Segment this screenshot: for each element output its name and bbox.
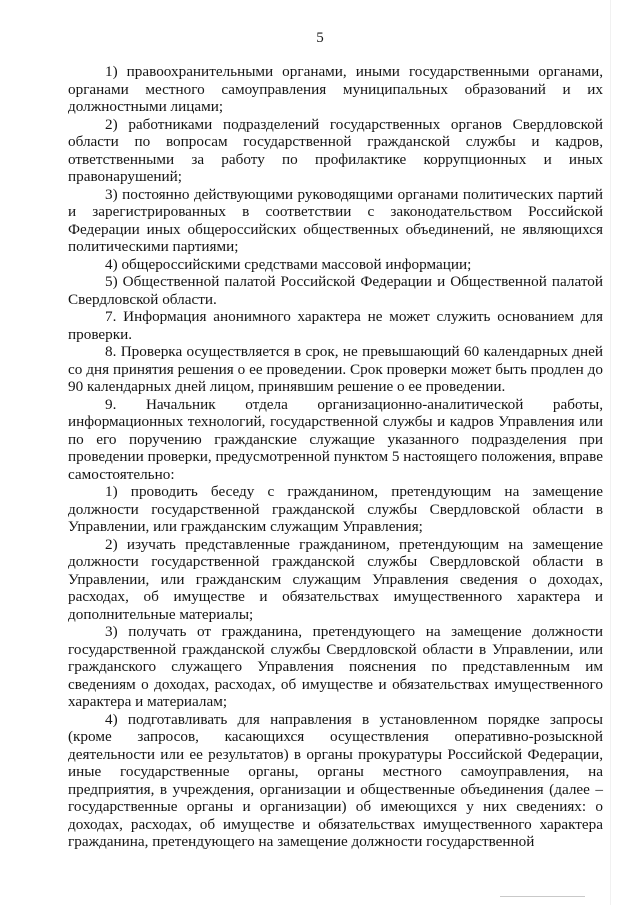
list-item-law-enforcement: 1) правоохранительными органами, иными государственными органами, органами местного самоуправления муниципальных образований и их должностными лицами; — [68, 63, 603, 115]
clause-9-item-2-study-information: 2) изучать представленные гражданином, претендующим на замещение должности государственной гражданской службы Свердловской области в Управлении, или гражданским служащим Управления сведения о доходах, расходах, об имуществе и обязательствах имущественного характера и дополнительные материалы; — [68, 535, 603, 623]
list-item-political-parties: 3) постоянно действующими руководящими органами политических партий и зарегистрированных в соответствии с законодательством Российской Федерации иных общероссийских общественных объединений, не являющихся политическими партиями; — [68, 185, 603, 255]
list-item-public-chamber: 5) Общественной палатой Российской Федерации и Общественной палатой Свердловской области. — [68, 273, 603, 308]
clause-9-item-4-prepare-requests: 4) подготавливать для направления в установленном порядке запросы (кроме запросов, касающихся осуществления оперативно-розыскной деятельности или ее результатов) в органы прокуратуры Российской Федерации, иные государственные органы, органы местного самоуправления, на предприятия, в учреждения, организации и общественные объединения (далее – государственные органы и организации) об имеющихся у них сведениях: о доходах, расходах, об имуществе и обязательствах имущественного характера гражданина, претендующего на замещение должности государственной — [68, 710, 603, 850]
clause-9-item-1-interview: 1) проводить беседу с гражданином, претендующим на замещение должности государственной гражданской службы Свердловской области в Управлении, или гражданским служащим Управления; — [68, 483, 603, 535]
scan-edge-line — [610, 0, 611, 905]
clause-9-head-of-department: 9. Начальник отдела организационно-аналитической работы, информационных технологий, государственной службы и кадров Управления или по его поручению гражданские служащие указанного подразделения при проведении проверки, предусмотренной пунктом 5 настоящего положения, вправе самостоятельно: — [68, 395, 603, 483]
list-item-personnel-departments: 2) работниками подразделений государственных органов Свердловской области по вопросам государственной гражданской службы и кадров, ответственными за работу по профилактике коррупционных и иных правонарушений; — [68, 115, 603, 185]
list-item-mass-media: 4) общероссийскими средствами массовой информации; — [105, 255, 472, 273]
document-body — [68, 63, 603, 851]
scan-bottom-mark — [500, 896, 585, 897]
page-number: 5 — [316, 30, 324, 46]
clause-7-anonymous-information: 7. Информация анонимного характера не может служить основанием для проверки. — [68, 308, 603, 343]
clause-9-item-3-obtain-explanations: 3) получать от гражданина, претендующего на замещение должности государственной гражданской службы Свердловской области в Управлении, или гражданского служащего Управления пояснения по представленным им сведениям о доходах, расходах, об имуществе и обязательствах имущественного характера и материалам; — [68, 623, 603, 710]
clause-8-check-duration: 8. Проверка осуществляется в срок, не превышающий 60 календарных дней со дня принятия решения о ее проведении. Срок проверки может быть продлен до 90 календарных дней лицом, принявшим решение о ее проведении. — [68, 343, 603, 395]
